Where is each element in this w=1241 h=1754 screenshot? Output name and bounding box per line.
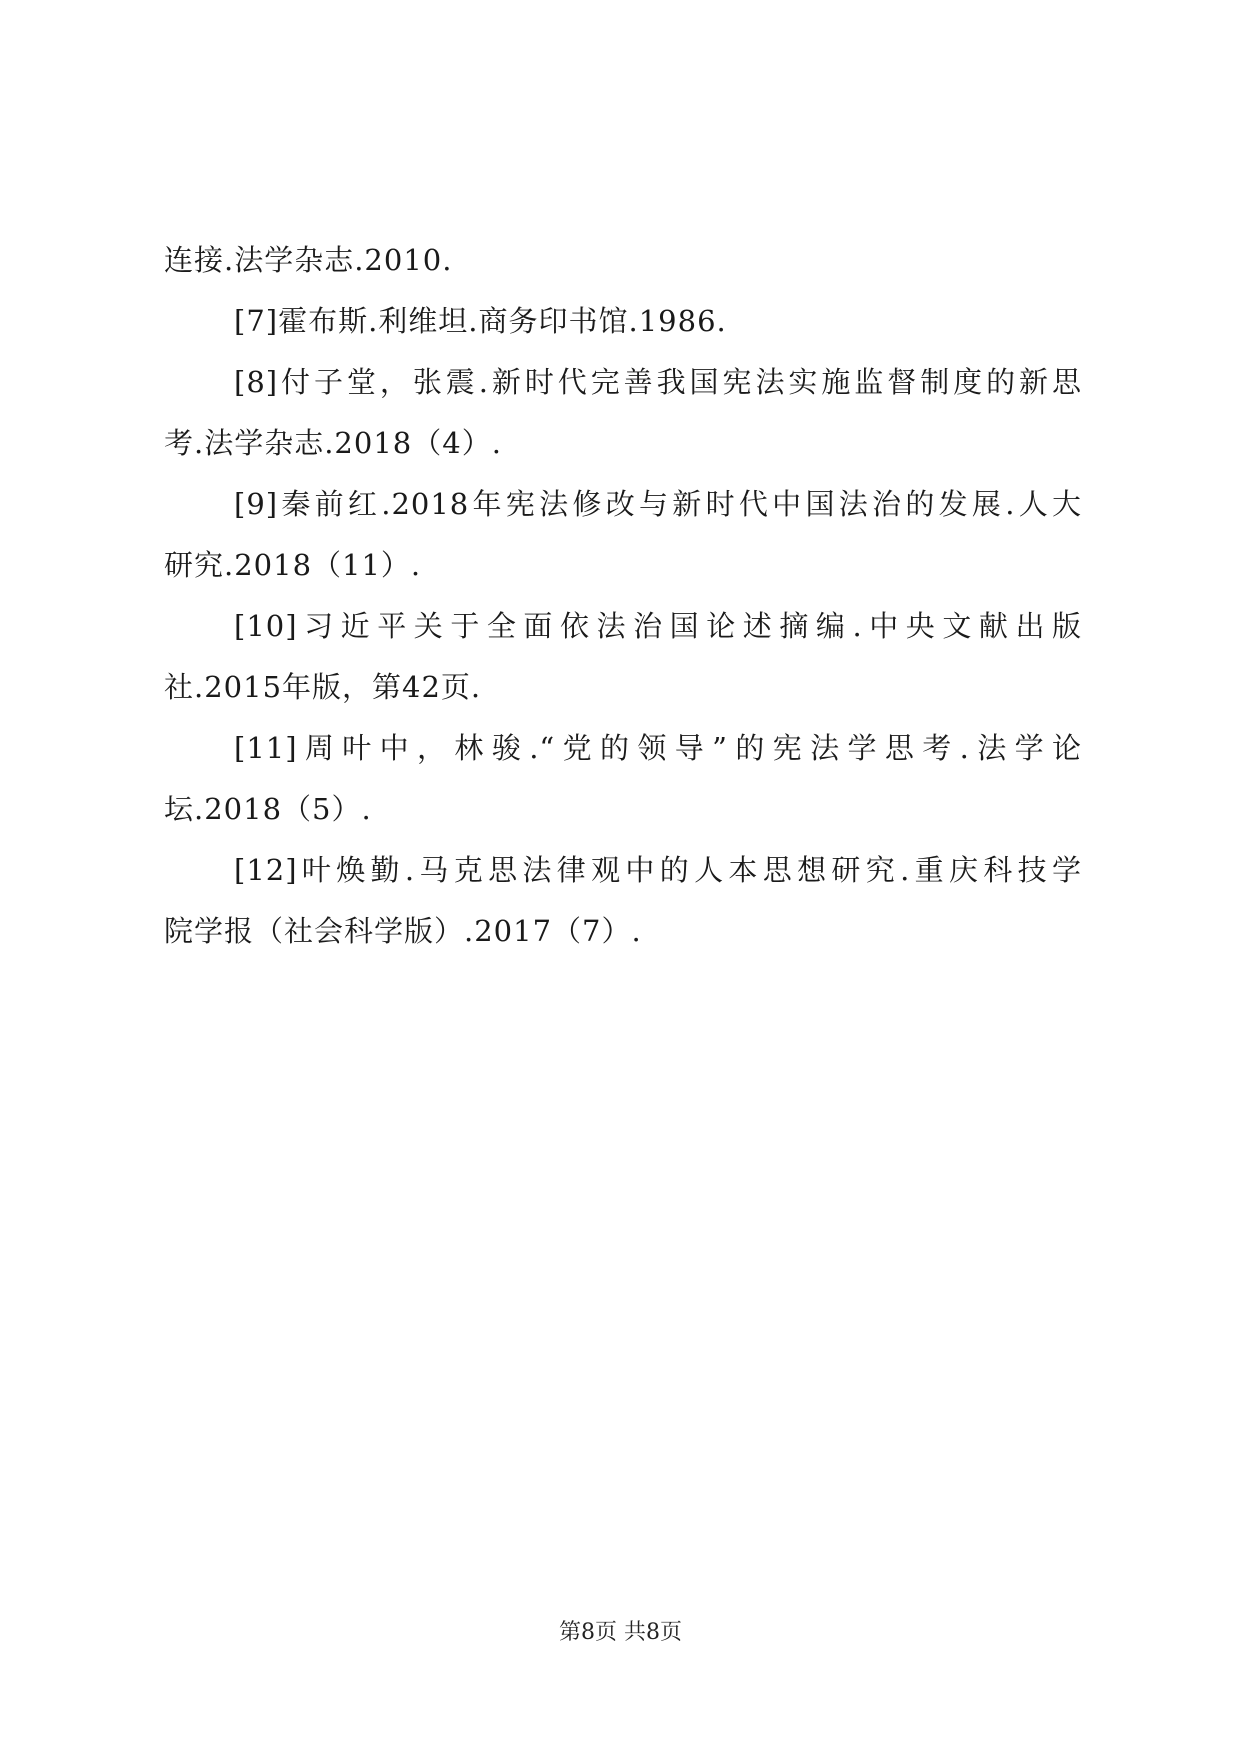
references-list [164, 230, 1082, 962]
reference-item-11-continuation: 坛.2018（5）. [164, 792, 372, 826]
reference-item-8-continuation: 考.法学杂志.2018（4）. [164, 426, 502, 460]
page-number-footer: 第8页 共8页 [559, 1620, 682, 1645]
reference-item-8: [8]付子堂，张震.新时代完善我国宪法实施监督制度的新思 [234, 365, 1082, 399]
reference-item-10-continuation: 社.2015年版，第42页. [164, 670, 482, 704]
reference-item-7: [7]霍布斯.利维坦.商务印书馆.1986. [234, 304, 727, 338]
reference-item-9-continuation: 研究.2018（11）. [164, 548, 422, 582]
reference-item-11: [11]周叶中，林骏.“党的领导”的宪法学思考.法学论 [234, 731, 1082, 765]
reference-item-12: [12]叶焕勤.马克思法律观中的人本思想研究.重庆科技学 [234, 853, 1082, 887]
reference-item-12-continuation: 院学报（社会科学版）.2017（7）. [164, 914, 642, 948]
reference-item-9: [9]秦前红.2018年宪法修改与新时代中国法治的发展.人大 [234, 487, 1082, 521]
reference-item-10: [10]习近平关于全面依法治国论述摘编.中央文献出版 [234, 609, 1082, 643]
reference-continuation: 连接.法学杂志.2010. [164, 243, 453, 277]
